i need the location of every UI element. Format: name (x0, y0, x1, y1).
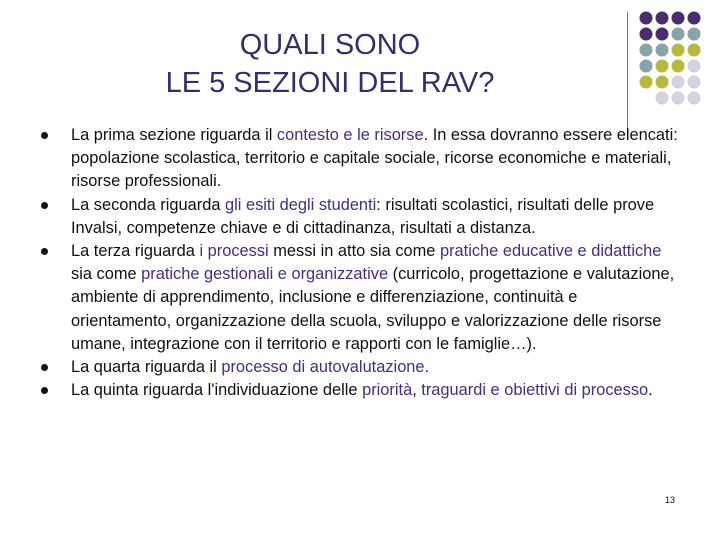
bullet-text: . (648, 381, 653, 400)
decorative-dot (672, 28, 685, 41)
bullet-text: , (412, 381, 422, 400)
decorative-dot (656, 92, 669, 105)
decorative-dot (672, 60, 685, 73)
decorative-dot (672, 92, 685, 105)
bullet-text: La quarta riguarda il (71, 358, 222, 377)
page-number: 13 (665, 495, 676, 505)
bullet-icon (41, 364, 48, 371)
bullet-item (38, 379, 678, 402)
bullet-text: messi in atto sia come (268, 242, 440, 261)
decorative-dot (656, 76, 669, 89)
dot-grid-graphic (638, 10, 718, 110)
bullet-text: La seconda riguarda (71, 195, 225, 214)
decorative-dot (656, 12, 669, 25)
decorative-dot (688, 12, 701, 25)
bullet-icon (41, 387, 48, 394)
decorative-dot (688, 60, 701, 73)
decorative-dot (640, 12, 653, 25)
bullet-icon (41, 202, 48, 209)
decorative-dot (688, 92, 701, 105)
bullet-text: La terza riguarda (71, 242, 200, 261)
highlighted-text: pratiche gestionali e organizzative (141, 265, 389, 284)
title-line-1: QUALI SONO (239, 29, 421, 61)
highlighted-text: i processi (199, 242, 269, 261)
bullet-item (38, 240, 678, 356)
bullet-text: (curricolo, progettazione e valutazione, ambiente di apprendimento, inclusione e differenziazione, continuità e orientamento, organizzazione della scuola, sviluppo e valorizzazione delle risorse umane, integrazione con il territorio e rapporti con le famiglie…). (71, 265, 675, 353)
decorative-dot (656, 44, 669, 57)
bullet-text: sia come (71, 265, 142, 284)
decorative-dot (672, 76, 685, 89)
decorative-dot (688, 44, 701, 57)
decorative-dot (656, 60, 669, 73)
bullet-item (38, 124, 678, 194)
highlighted-text: pratiche educative e didattiche (439, 242, 662, 261)
highlighted-text: priorità (362, 381, 413, 400)
bullet-text: : risultati scolastici, risultati delle prove Invalsi, competenze chiave e di cittadinanza, risultati a distanza. (71, 195, 655, 237)
highlighted-text: gli esiti degli studenti (225, 195, 377, 214)
decorative-dot (656, 28, 669, 41)
slide-title (90, 26, 570, 102)
highlighted-text: processo di autovalutazione. (221, 358, 430, 377)
decorative-dot-grid (638, 10, 718, 110)
bullet-list (38, 124, 678, 402)
bullet-icon (41, 132, 48, 139)
bullet-text: La prima sezione riguarda il (71, 126, 277, 144)
decorative-divider (627, 12, 628, 130)
decorative-dot (688, 28, 701, 41)
bullet-item (38, 356, 678, 379)
decorative-dot (688, 76, 701, 89)
bullet-icon (41, 248, 48, 255)
decorative-dot (640, 28, 653, 41)
bullet-item (38, 194, 678, 240)
decorative-dot (672, 12, 685, 25)
bullet-text: . In essa dovranno essere elencati: popolazione scolastica, territorio e capitale sociale, ricorse economiche e materiali, risorse professionali. (71, 126, 678, 191)
decorative-dot (640, 60, 653, 73)
highlighted-text: traguardi e obiettivi di processo (421, 381, 649, 400)
title-line-2: LE 5 SEZIONI DEL RAV? (165, 67, 495, 99)
decorative-dot (640, 76, 653, 89)
highlighted-text: contesto e le risorse (276, 126, 424, 144)
decorative-dot (672, 44, 685, 57)
bullet-text: La quinta riguarda l'individuazione delle (71, 381, 363, 400)
decorative-dot (640, 44, 653, 57)
